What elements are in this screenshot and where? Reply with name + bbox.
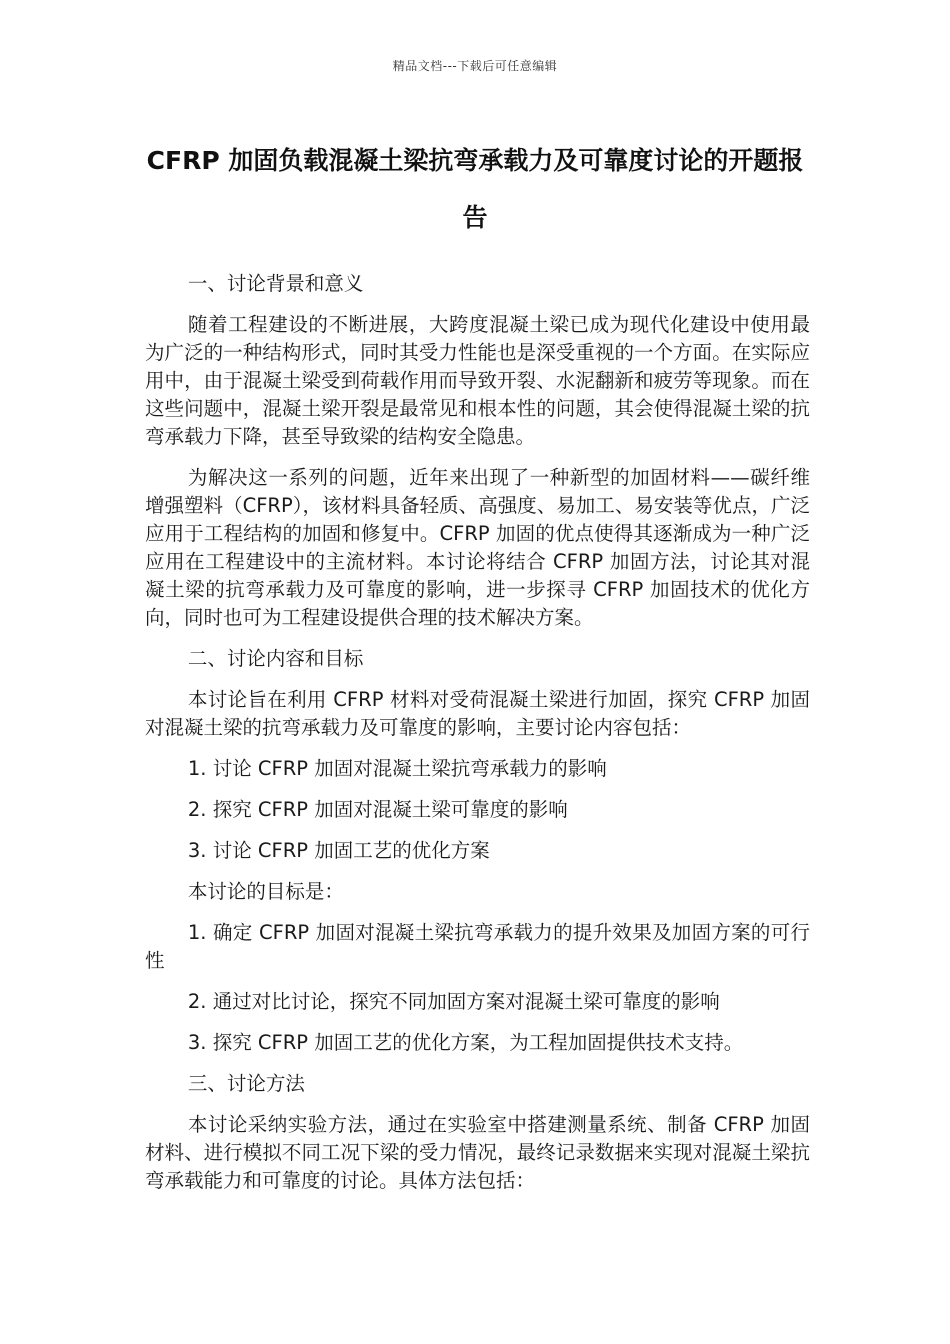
document-title: CFRP 加固负载混凝土梁抗弯承载力及可靠度讨论的开题报告 — [146, 146, 804, 232]
document-body — [145, 270, 810, 1208]
list-item-goal-3: 3. 探究 CFRP 加固工艺的优化方案，为工程加固提供技术支持。 — [187, 1031, 744, 1054]
paragraph-goals-intro: 本讨论的目标是： — [187, 880, 344, 903]
section-heading-method: 三、讨论方法 — [187, 1072, 305, 1095]
list-item-goal-1: 1. 确定 CFRP 加固对混凝土梁抗弯承载力的提升效果及加固方案的可行性 — [145, 921, 810, 972]
paragraph-background-1: 随着工程建设的不断进展，大跨度混凝土梁已成为现代化建设中使用最为广泛的一种结构形式，同时其受力性能也是深受重视的一个方面。在实际应用中，由于混凝土梁受到荷载作用而导致开裂、水泥翻新和疲劳等现象。而在这些问题中，混凝土梁开裂是最常见和根本性的问题，其会使得混凝土梁的抗弯承载力下降，甚至导致梁的结构安全隐患。 — [145, 313, 810, 448]
list-item-content-2: 2. 探究 CFRP 加固对混凝土梁可靠度的影响 — [187, 798, 568, 821]
paragraph-background-2: 为解决这一系列的问题，近年来出现了一种新型的加固材料——碳纤维增强塑料（CFRP），该材料具备轻质、高强度、易加工、易安装等优点，广泛应用于工程结构的加固和修复中。CFRP 加固的优点使得其逐渐成为一种广泛应用在工程建设中的主流材料。本讨论将结合 CFRP 加固方法，讨论其对混凝土梁的抗弯承载力及可靠度的影响，进一步探寻 CFRP 加固技术的优化方向，同时也可为工程建设提供合理的技术解决方案。 — [145, 466, 810, 629]
list-item-content-1: 1. 讨论 CFRP 加固对混凝土梁抗弯承载力的影响 — [187, 757, 607, 780]
list-item-content-3: 3. 讨论 CFRP 加固工艺的优化方案 — [187, 839, 490, 862]
section-heading-background: 一、讨论背景和意义 — [187, 272, 364, 295]
page-header: 精品文档---下载后可任意编辑 — [392, 59, 558, 73]
list-item-goal-2: 2. 通过对比讨论，探究不同加固方案对混凝土梁可靠度的影响 — [187, 990, 720, 1013]
section-heading-content-goals: 二、讨论内容和目标 — [187, 647, 364, 670]
paragraph-content-intro: 本讨论旨在利用 CFRP 材料对受荷混凝土梁进行加固，探究 CFRP 加固对混凝土梁的抗弯承载力及可靠度的影响，主要讨论内容包括： — [145, 688, 810, 739]
paragraph-method-1: 本讨论采纳实验方法，通过在实验室中搭建测量系统、制备 CFRP 加固材料、进行模拟不同工况下梁的受力情况，最终记录数据来实现对混凝土梁抗弯承载能力和可靠度的讨论。具体方法包括： — [145, 1113, 810, 1192]
